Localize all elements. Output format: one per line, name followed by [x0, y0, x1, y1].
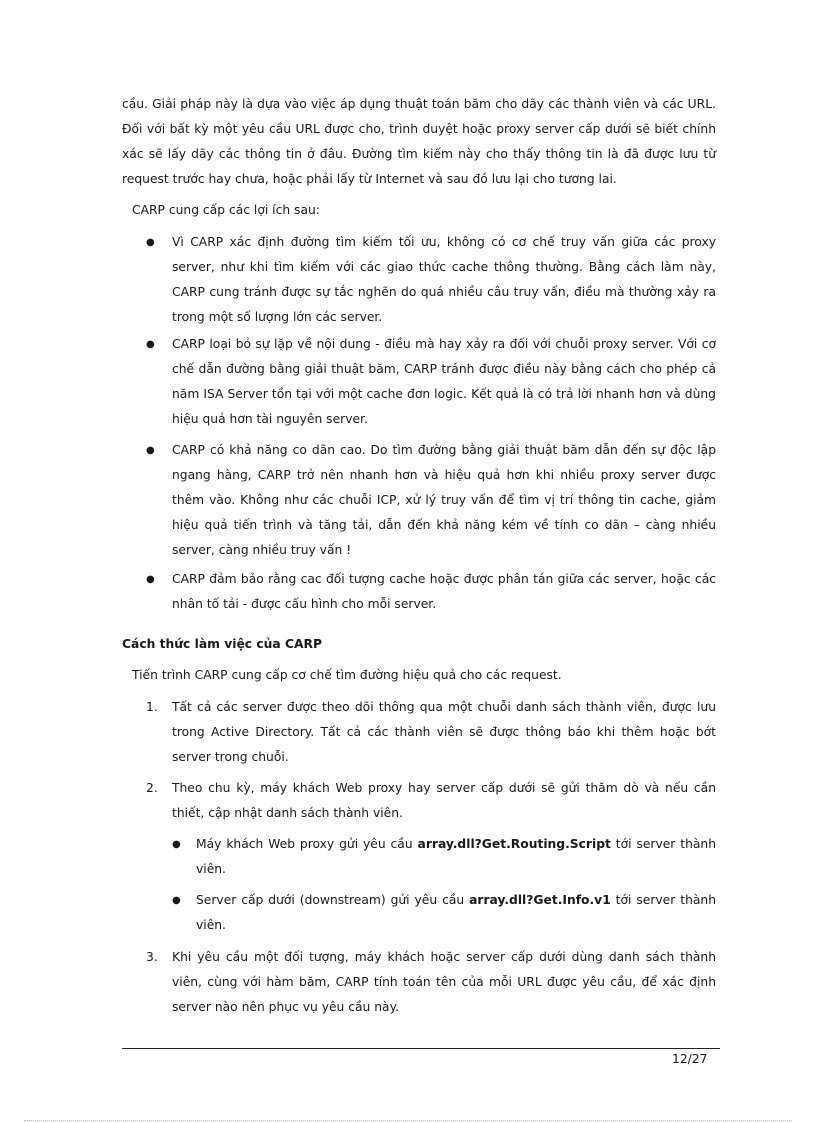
benefit-text: CARP đảm bảo rằng cac đối tượng cache hoặc được phân tán giữa các server, hoặc các nhân tố tải - được cấu hình cho mỗi server.	[172, 572, 716, 611]
step-text: Khi yêu cầu một đối tượng, máy khách hoặc server cấp dưới dùng danh sách thành viên, cùng với hàm băm, CARP tính toán tên của mỗi URL được yêu cầu, để xác định server nào nên phục vụ yêu cầu này.	[172, 950, 716, 1014]
bullet-icon: ●	[146, 339, 155, 350]
bullet-icon: ●	[172, 895, 181, 906]
bullet-icon: ●	[146, 237, 155, 248]
endpoint-code: array.dll?Get.Routing.Script	[417, 837, 611, 851]
intro-paragraph: cầu. Giải pháp này là dựa vào việc áp dụng thuật toán băm cho dãy các thành viên và các URL. Đối với bất kỳ một yêu cầu URL được cho, trình duyệt hoặc proxy server cấp dưới sẽ biết chính xác sẽ lấy dãy các thông tin ở đâu. Đường tìm kiếm này cho thấy thông tin là đã được lưu từ request trước hay chưa, hoặc phải lấy từ Internet và sau đó lưu lại cho tương lai.	[122, 97, 716, 186]
benefit-text: Vì CARP xác định đường tìm kiếm tối ưu, không có cơ chế truy vấn giữa các proxy server, như khi tìm kiếm với các giao thức cache thông thường. Bằng cách làm này, CARP cung tránh được sự tắc nghẽn do quá nhiều câu truy vấn, điều mà thường xảy ra trong một số lượng lớn các server.	[172, 235, 716, 324]
page-break-line	[24, 1120, 792, 1121]
bullet-icon: ●	[146, 574, 155, 585]
bullet-icon: ●	[172, 839, 181, 850]
process-lead: Tiến trình CARP cung cấp cơ chế tìm đường hiệu quả cho các request.	[132, 668, 562, 682]
benefits-lead: CARP cung cấp các lợi ích sau:	[132, 203, 320, 217]
sub-item-text: Server cấp dưới (downstream) gửi yêu cầu array.dll?Get.Info.v1 tới server thành viên.	[196, 893, 716, 932]
section-heading: Cách thức làm việc của CARP	[122, 637, 322, 651]
endpoint-code: array.dll?Get.Info.v1	[469, 893, 611, 907]
benefit-text: CARP có khả năng co dãn cao. Do tìm đường bằng giải thuật băm dẫn đến sự độc lập ngang hàng, CARP trở nên nhanh hơn và hiệu quả hơn khi nhiều proxy server được thêm vào. Không như các chuỗi ICP, xử lý truy vấn để tìm vị trí thông tin cache, giảm hiệu quả tiến trình và tăng tải, dẫn đến khả năng kém về tính co dãn – càng nhiều server, càng nhiều truy vấn !	[172, 443, 716, 557]
step-text: Theo chu kỳ, máy khách Web proxy hay server cấp dưới sẽ gửi thăm dò và nếu cần thiết, cập nhật danh sách thành viên.	[172, 781, 716, 820]
footer-rule	[122, 1048, 720, 1049]
step-number: 1.	[146, 700, 158, 714]
step-text: Tất cả các server được theo dõi thông qua một chuỗi danh sách thành viên, được lưu trong Active Directory. Tất cả các thành viên sẽ được thông báo khi thêm hoặc bớt server trong chuỗi.	[172, 700, 716, 764]
bullet-icon: ●	[146, 445, 155, 456]
sub-item-text: Máy khách Web proxy gửi yêu cầu array.dll?Get.Routing.Script tới server thành viên.	[196, 837, 716, 876]
step-number: 2.	[146, 781, 158, 795]
benefit-text: CARP loại bỏ sự lặp về nội dung - điều mà hay xảy ra đối với chuỗi proxy server. Với cơ chế dẫn đường bằng giải thuật băm, CARP tránh được điều này bằng cách cho phép cả năm ISA Server tồn tại với một cache đơn logic. Kết quả là có trả lời nhanh hơn và dùng hiệu quả hơn tài nguyên server.	[172, 337, 716, 426]
page-number: 12/27	[672, 1052, 708, 1066]
step-number: 3.	[146, 950, 158, 964]
